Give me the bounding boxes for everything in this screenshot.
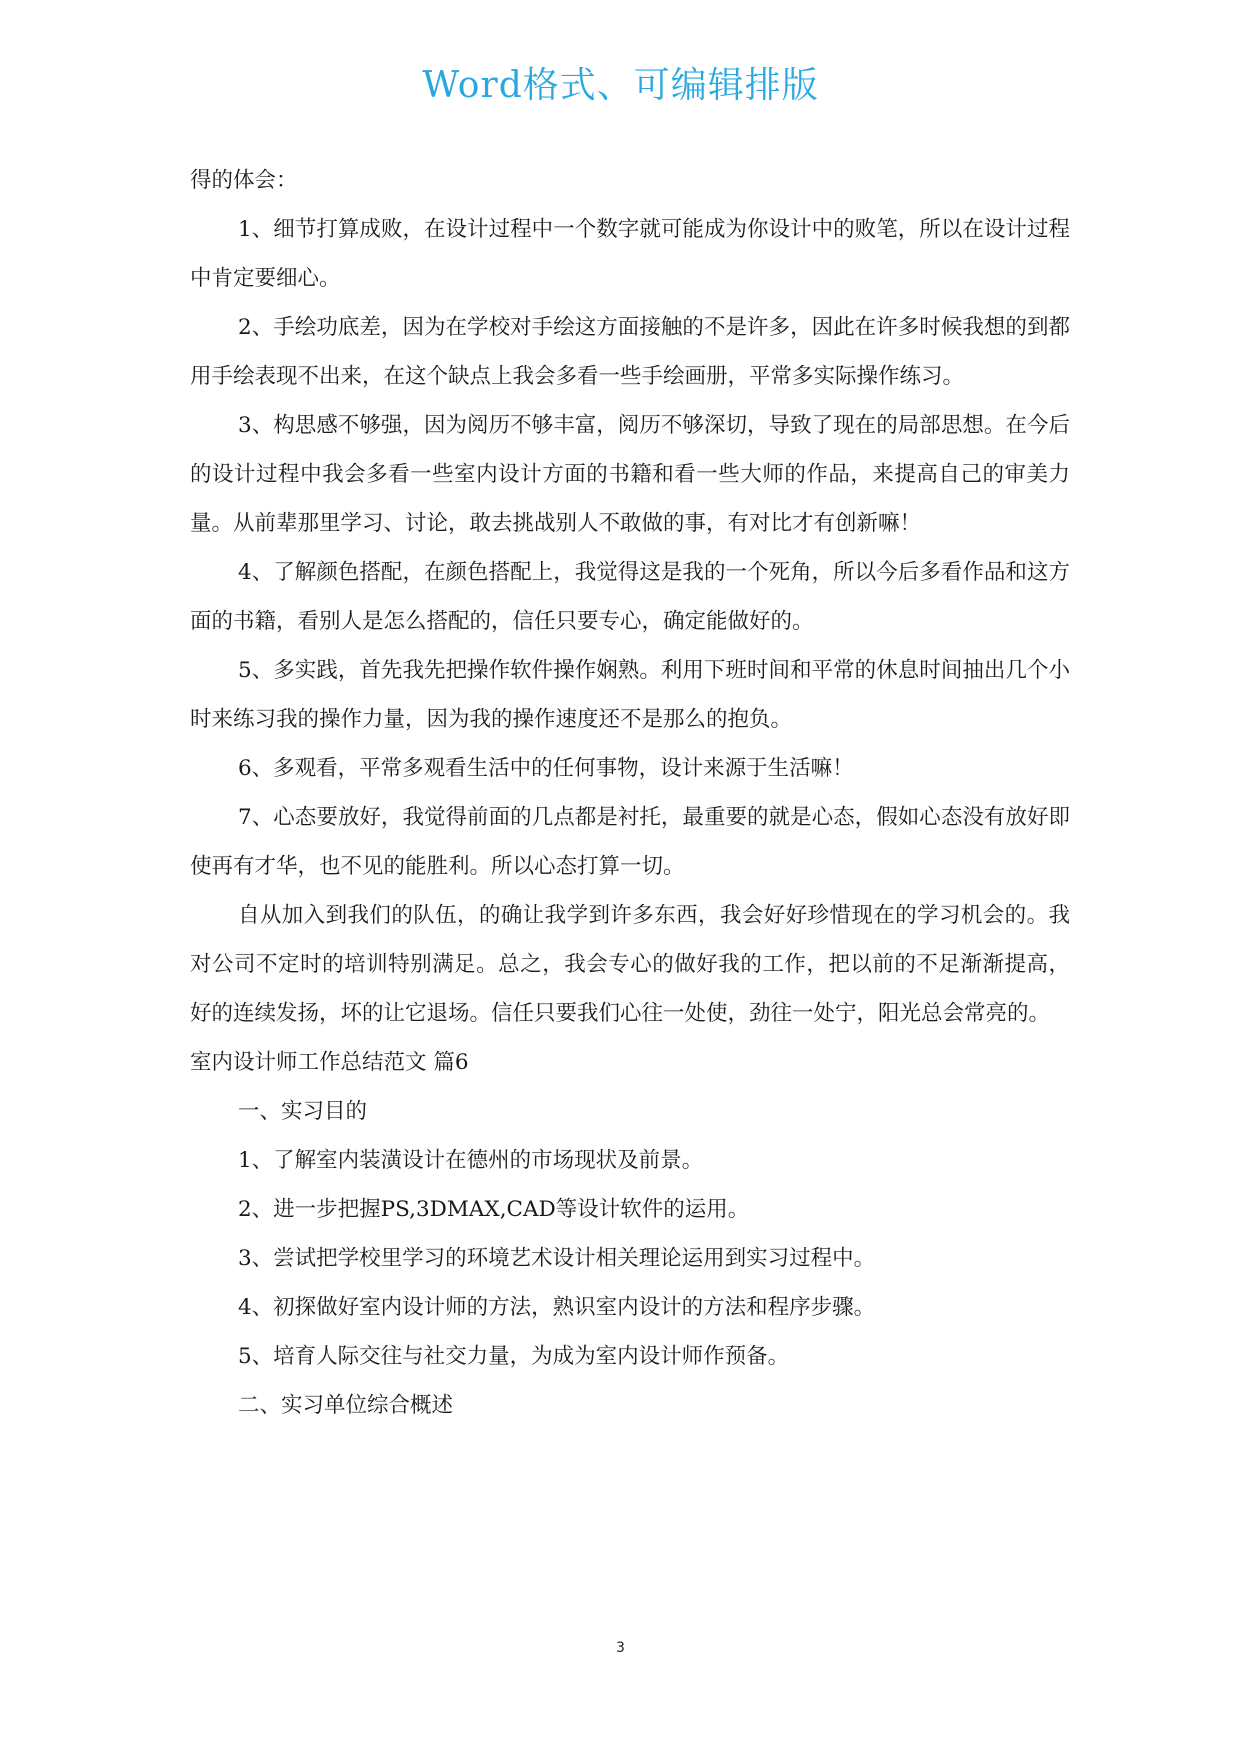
subheading-internship-purpose: 一、实习目的 [238,1099,368,1124]
page-header-title: Word格式、可编辑排版 [422,65,819,106]
paragraph-item-2: 2、手绘功底差，因为在学校对手绘这方面接触的不是许多，因此在许多时候我想的到都用手绘表现不出来，在这个缺点上我会多看一些手绘画册，平常多实际操作练习。 [190,315,1070,389]
subheading-company-overview: 二、实习单位综合概述 [238,1393,454,1418]
section-title: 室内设计师工作总结范文 篇6 [190,1050,469,1075]
paragraph-item-5: 5、多实践，首先我先把操作软件操作娴熟。利用下班时间和平常的休息时间抽出几个小时来练习我的操作力量，因为我的操作速度还不是那么的抱负。 [190,658,1070,732]
purpose-item-3: 3、尝试把学校里学习的环境艺术设计相关理论运用到实习过程中。 [238,1246,876,1271]
paragraph-item-7: 7、心态要放好，我觉得前面的几点都是衬托，最重要的就是心态，假如心态没有放好即使再有才华，也不见的能胜利。所以心态打算一切。 [190,805,1070,879]
document-body [190,156,1070,1430]
paragraph-intro: 得的体会： [190,168,298,193]
paragraph-conclusion: 自从加入到我们的队伍，的确让我学到许多东西，我会好好珍惜现在的学习机会的。我对公司不定时的培训特别满足。总之，我会专心的做好我的工作，把以前的不足渐渐提高，好的连续发扬，坏的让它退场。信任只要我们心往一处使，劲往一处宁，阳光总会常亮的。 [190,903,1070,1026]
paragraph-item-1: 1、细节打算成败，在设计过程中一个数字就可能成为你设计中的败笔，所以在设计过程中肯定要细心。 [190,217,1070,291]
purpose-item-2: 2、进一步把握PS,3DMAX,CAD等设计软件的运用。 [238,1197,750,1222]
paragraph-item-3: 3、构思感不够强，因为阅历不够丰富，阅历不够深切，导致了现在的局部思想。在今后的设计过程中我会多看一些室内设计方面的书籍和看一些大师的作品，来提高自己的审美力量。从前辈那里学习、讨论，敢去挑战别人不敢做的事，有对比才有创新嘛！ [190,413,1070,536]
paragraph-item-4: 4、了解颜色搭配，在颜色搭配上，我觉得这是我的一个死角，所以今后多看作品和这方面的书籍，看别人是怎么搭配的，信任只要专心，确定能做好的。 [190,560,1070,634]
purpose-item-1: 1、了解室内装潢设计在德州的市场现状及前景。 [238,1148,704,1173]
page-number: 3 [616,1640,625,1656]
paragraph-item-6: 6、多观看，平常多观看生活中的任何事物，设计来源于生活嘛！ [238,756,854,781]
purpose-item-5: 5、培育人际交往与社交力量，为成为室内设计师作预备。 [238,1344,790,1369]
purpose-item-4: 4、初探做好室内设计师的方法，熟识室内设计的方法和程序步骤。 [238,1295,876,1320]
